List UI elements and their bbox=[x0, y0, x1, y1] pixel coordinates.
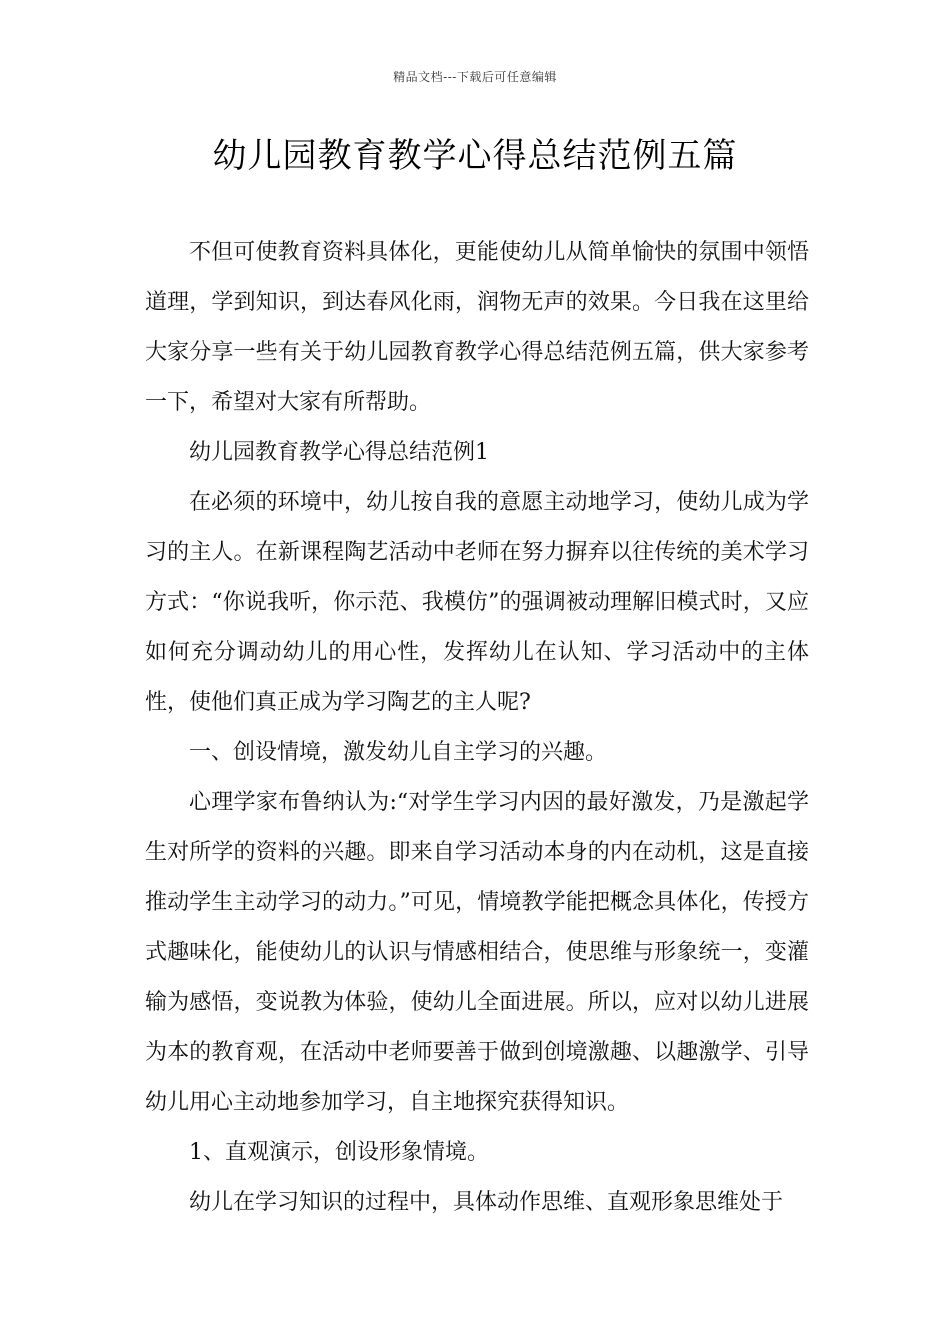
paragraph-bruner-quote: 心理学家布鲁纳认为:“对学生学习内因的最好激发，乃是激起学生对所学的资料的兴趣。即来自学习活动本身的内在动机，这是直接推动学生主动学习的动力。”可见，情境教学能把概念具体化，传授方式趣味化，能使幼儿的认识与情感相结合，使思维与形象统一，变灌输为感悟，变说教为体验，使幼儿全面进展。所以，应对以幼儿进展为本的教育观，在活动中老师要善于做到创境激趣、以趣激学、引导幼儿用心主动地参加学习，自主地探究获得知识。 bbox=[145, 790, 809, 1115]
subsection-heading-demonstration: 1、直观演示，创设形象情境。 bbox=[189, 1140, 489, 1165]
document-body bbox=[145, 228, 809, 1228]
document-title: 幼儿园教育教学心得总结范例五篇 bbox=[212, 136, 738, 176]
paragraph-thinking: 幼儿在学习知识的过程中，具体动作思维、直观形象思维处于 bbox=[189, 1190, 784, 1215]
paragraph-intro: 不但可使教育资料具体化，更能使幼儿从简单愉快的氛围中领悟道理，学到知识，到达春风化雨，润物无声的效果。今日我在这里给大家分享一些有关于幼儿园教育教学心得总结范例五篇，供大家参考一下，希望对大家有所帮助。 bbox=[145, 240, 809, 415]
section-heading-create-situation: 一、创设情境，激发幼儿自主学习的兴趣。 bbox=[189, 740, 608, 765]
section-heading-example-1: 幼儿园教育教学心得总结范例1 bbox=[189, 440, 489, 465]
paragraph-environment: 在必须的环境中，幼儿按自我的意愿主动地学习，使幼儿成为学习的主人。在新课程陶艺活动中老师在努力摒弃以往传统的美术学习方式：“你说我听，你示范、我模仿”的强调被动理解旧模式时，又应如何充分调动幼儿的用心性，发挥幼儿在认知、学习活动中的主体性，使他们真正成为学习陶艺的主人呢? bbox=[145, 490, 809, 715]
header-note: 精品文档---下载后可任意编辑 bbox=[393, 70, 557, 84]
